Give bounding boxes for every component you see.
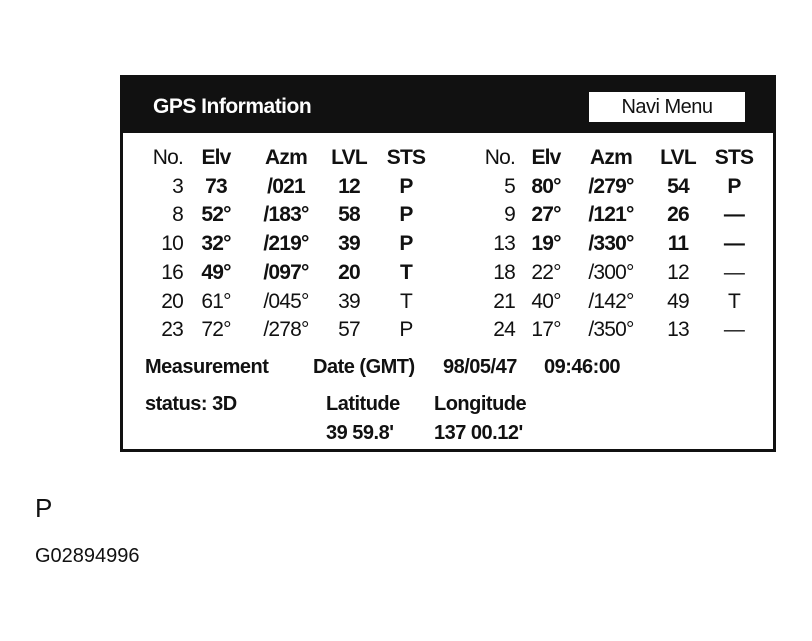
cell-lvl: 13 <box>667 318 689 342</box>
cell-azm: /219° <box>263 232 309 256</box>
cell-no: 9 <box>504 203 515 227</box>
cell-azm: /183° <box>263 203 309 227</box>
header-no: No. <box>484 146 515 169</box>
cell-sts: T <box>399 289 413 313</box>
cell-azm: /279° <box>588 174 634 198</box>
cell-azm: /121° <box>588 203 634 227</box>
header-elv: Elv <box>531 146 561 169</box>
cell-azm: /330° <box>588 232 634 256</box>
cell-no: 3 <box>172 174 183 198</box>
gps-information-panel <box>120 75 776 452</box>
cell-elv: 52° <box>201 203 231 227</box>
header-lvl: LVL <box>660 146 696 169</box>
cell-no: 16 <box>161 260 183 284</box>
cell-no: 8 <box>172 203 183 227</box>
longitude-label: Longitude <box>434 393 527 415</box>
cell-sts: P <box>399 174 413 198</box>
date-label: Date (GMT) <box>313 356 415 378</box>
cell-no: 18 <box>493 260 515 284</box>
cell-no: 5 <box>504 174 515 198</box>
cell-lvl: 39 <box>338 232 360 256</box>
cell-lvl: 11 <box>667 232 689 256</box>
cell-sts: P <box>399 318 413 342</box>
header-sts: STS <box>714 146 754 169</box>
date-value: 98/05/47 <box>443 356 517 378</box>
cell-lvl: 20 <box>338 260 360 284</box>
cell-elv: 72° <box>201 318 231 342</box>
cell-no: 21 <box>493 289 515 313</box>
status-label: status: 3D <box>145 393 237 415</box>
cell-no: 13 <box>493 232 515 256</box>
cell-elv: 80° <box>531 174 561 198</box>
panel-title: GPS Information <box>153 95 312 118</box>
header-azm: Azm <box>590 146 632 169</box>
cell-azm: /097° <box>263 260 309 284</box>
cell-sts: P <box>399 203 413 227</box>
cell-lvl: 26 <box>667 203 689 227</box>
cell-elv: 22° <box>531 260 561 284</box>
cell-elv: 49° <box>201 260 231 284</box>
longitude-value: 137 00.12' <box>434 422 523 444</box>
latitude-label: Latitude <box>326 393 400 415</box>
cell-elv: 17° <box>531 318 561 342</box>
header-sts: STS <box>386 146 426 169</box>
measurement-label: Measurement <box>145 356 269 378</box>
cell-lvl: 49 <box>667 289 689 313</box>
cell-lvl: 39 <box>338 289 360 313</box>
cell-azm: /045° <box>263 289 309 313</box>
cell-sts: T <box>399 260 413 284</box>
cell-lvl: 54 <box>667 174 689 198</box>
cell-lvl: 58 <box>338 203 360 227</box>
cell-lvl: 12 <box>667 260 689 284</box>
cell-elv: 61° <box>201 289 231 313</box>
cell-azm: /278° <box>263 318 309 342</box>
cell-sts: — <box>723 318 745 342</box>
cell-elv: 32° <box>201 232 231 256</box>
cell-sts: P <box>727 174 741 198</box>
cell-sts: — <box>723 260 745 284</box>
header-azm: Azm <box>265 146 307 169</box>
cell-sts: — <box>723 203 745 227</box>
cell-sts: T <box>727 289 741 313</box>
cell-no: 23 <box>161 318 183 342</box>
latitude-value: 39 59.8' <box>326 422 394 444</box>
cell-sts: — <box>723 232 745 256</box>
caption-letter: P <box>35 493 53 523</box>
cell-sts: P <box>399 232 413 256</box>
cell-elv: 40° <box>531 289 561 313</box>
header-lvl: LVL <box>331 146 367 169</box>
cell-lvl: 12 <box>338 174 360 198</box>
cell-elv: 73 <box>205 174 227 198</box>
cell-no: 24 <box>493 318 515 342</box>
cell-no: 20 <box>161 289 183 313</box>
cell-no: 10 <box>161 232 183 256</box>
title-bar <box>123 78 773 133</box>
cell-azm: /350° <box>588 318 634 342</box>
cell-azm: /021 <box>267 174 305 198</box>
header-no: No. <box>152 146 183 169</box>
cell-elv: 27° <box>531 203 561 227</box>
cell-azm: /300° <box>588 260 634 284</box>
cell-azm: /142° <box>588 289 634 313</box>
header-elv: Elv <box>201 146 231 169</box>
cell-lvl: 57 <box>338 318 360 342</box>
navi-menu-button[interactable]: Navi Menu <box>589 92 745 122</box>
figure-code: G02894996 <box>35 545 140 567</box>
cell-elv: 19° <box>531 232 561 256</box>
time-value: 09:46:00 <box>544 356 621 378</box>
